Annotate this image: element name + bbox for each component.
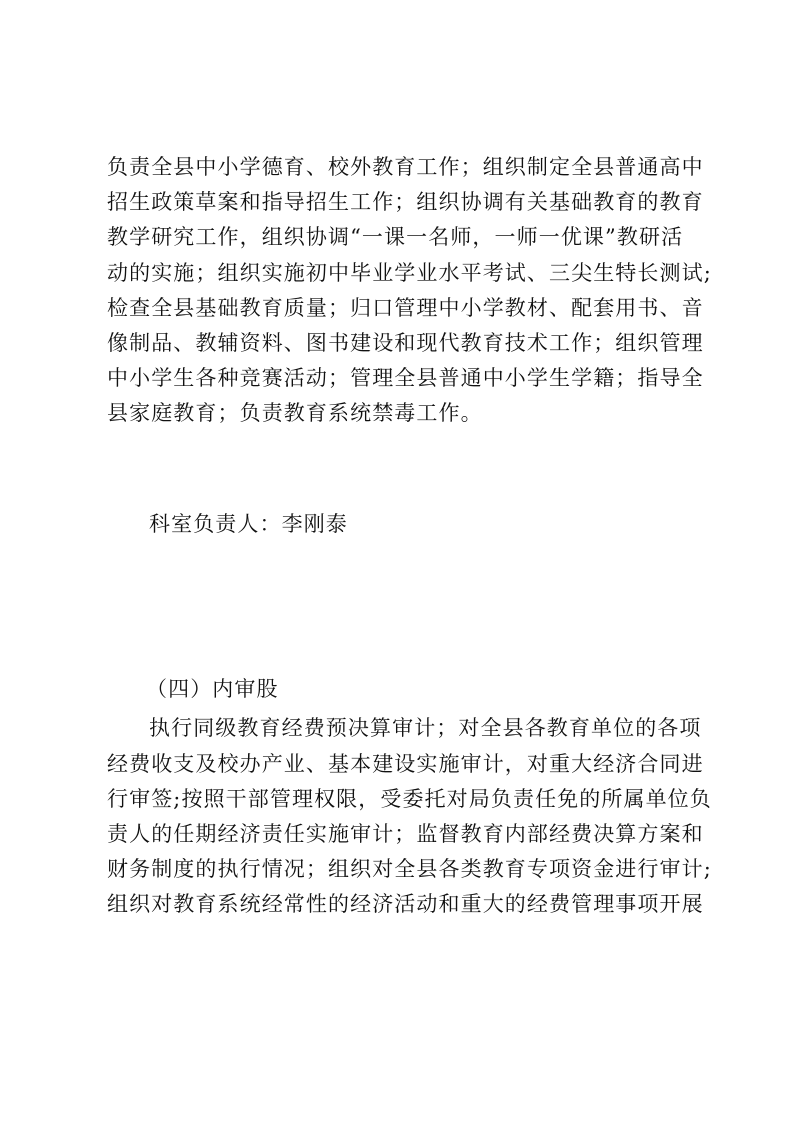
paragraph-line: 县家庭教育；负责教育系统禁毒工作。 xyxy=(107,401,483,425)
paragraph-line: 执行同级教育经费预决算审计；对全县各教育单位的各项 xyxy=(149,716,702,740)
paragraph-line: 责人的任期经济责任实施审计；监督教育内部经费决算方案和 xyxy=(107,822,704,846)
paragraph-line: 检查全县基础教育质量；归口管理中小学教材、配套用书、音 xyxy=(107,296,704,320)
responsible-person: 科室负责人：李刚泰 xyxy=(149,512,348,536)
paragraph-line: 像制品、教辅资料、图书建设和现代教育技术工作；组织管理 xyxy=(107,331,704,355)
paragraph-line: 行审签;按照干部管理权限，受委托对局负责任免的所属单位负 xyxy=(107,787,712,811)
paragraph-line: 组织对教育系统经常性的经济活动和重大的经费管理事项开展 xyxy=(107,892,704,916)
paragraph-line: 财务制度的执行情况；组织对全县各类教育专项资金进行审计; xyxy=(107,857,712,881)
paragraph-line: 招生政策草案和指导招生工作；组织协调有关基础教育的教育 xyxy=(107,190,704,214)
paragraph-line: 教学研究工作，组织协调“一课一名师，一师一优课”教研活 xyxy=(107,225,684,249)
paragraph-line: 经费收支及校办产业、基本建设实施审计，对重大经济合同进 xyxy=(107,752,704,776)
section-heading: （四）内审股 xyxy=(146,677,279,701)
paragraph-line: 负责全县中小学德育、校外教育工作；组织制定全县普通高中 xyxy=(107,155,704,179)
paragraph-line: 动的实施；组织实施初中毕业学业水平考试、三尖生特长测试; xyxy=(107,261,712,285)
paragraph-line: 中小学生各种竞赛活动；管理全县普通中小学生学籍；指导全 xyxy=(107,366,704,390)
